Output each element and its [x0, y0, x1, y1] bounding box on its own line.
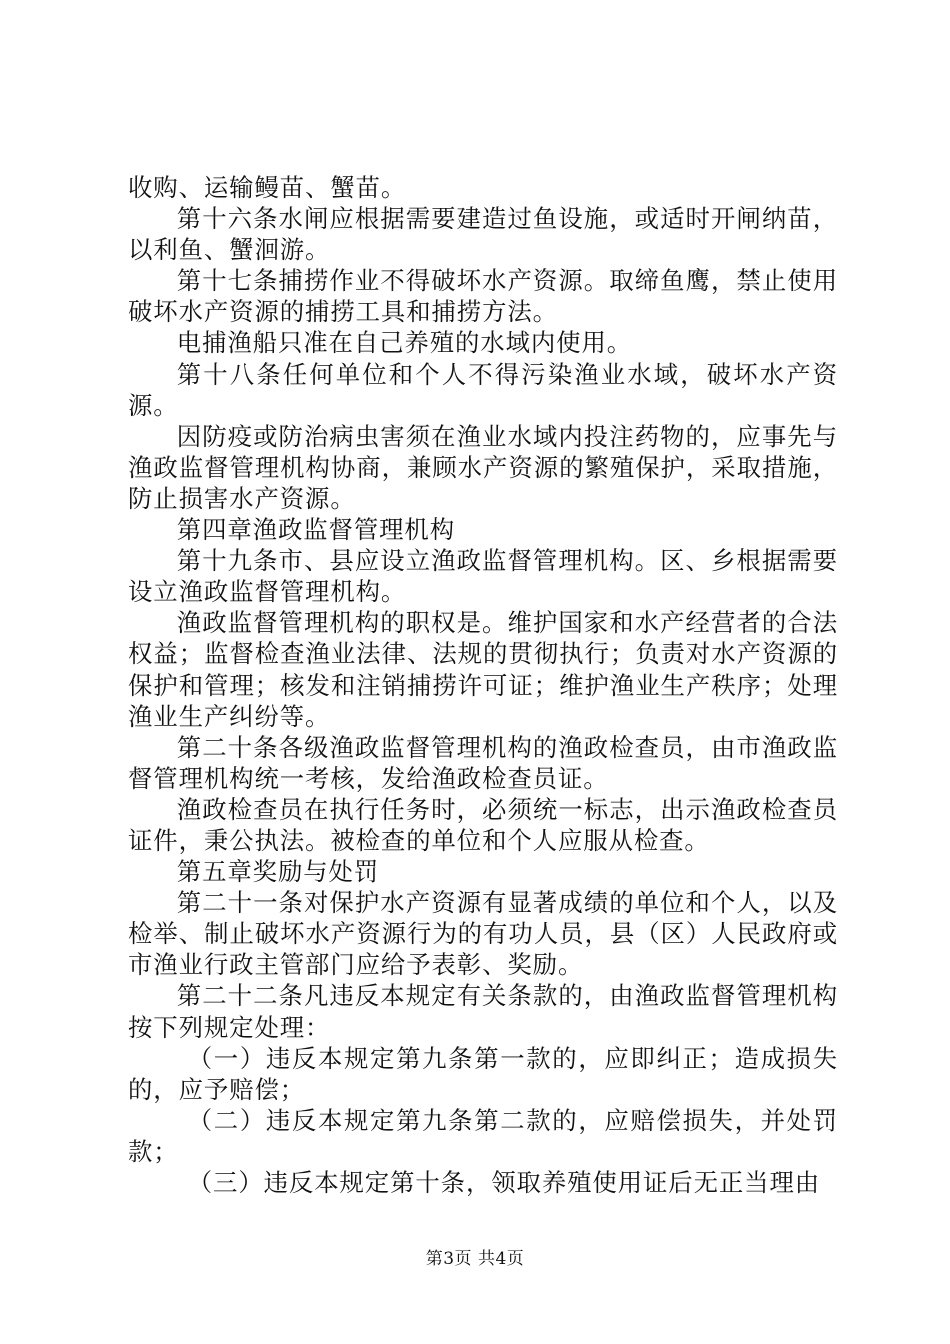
article-20: 第二十条各级渔政监督管理机构的渔政检查员，由市渔政监督管理机构统一考核，发给渔政检查员证。	[128, 732, 838, 793]
article-16: 第十六条水闸应根据需要建造过鱼设施，或适时开闸纳苗，以利鱼、蟹洄游。	[128, 204, 838, 265]
article-20-clause: 渔政检查员在执行任务时，必须统一标志，出示渔政检查员证件，秉公执法。被检查的单位和个人应服从检查。	[128, 794, 838, 855]
article-22: 第二十二条凡违反本规定有关条款的，由渔政监督管理机构按下列规定处理：	[128, 981, 838, 1042]
article-22-item-2: （二）违反本规定第九条第二款的，应赔偿损失，并处罚款；	[128, 1105, 838, 1166]
paragraph-continuation: 收购、运输鳗苗、蟹苗。	[128, 173, 407, 202]
article-17: 第十七条捕捞作业不得破坏水产资源。取缔鱼鹰，禁止使用破坏水产资源的捕捞工具和捕捞方法。	[128, 266, 838, 327]
article-19-clause: 渔政监督管理机构的职权是。维护国家和水产经营者的合法权益；监督检查渔业法律、法规的贯彻执行；负责对水产资源的保护和管理；核发和注销捕捞许可证；维护渔业生产秩序；处理渔业生产纠纷等。	[128, 608, 838, 731]
page-number-footer: 第3页 共4页	[425, 1249, 525, 1269]
article-22-item-1: （一）违反本规定第九条第一款的，应即纠正；造成损失的，应予赔偿；	[128, 1043, 838, 1104]
article-22-item-3: （三）违反本规定第十条，领取养殖使用证后无正当理由	[187, 1168, 821, 1197]
article-21: 第二十一条对保护水产资源有显著成绩的单位和个人，以及检举、制止破坏水产资源行为的有功人员，县（区）人民政府或市渔业行政主管部门应给予表彰、奖励。	[128, 888, 838, 980]
article-18: 第十八条任何单位和个人不得污染渔业水域，破坏水产资源。	[128, 359, 838, 420]
document-body	[128, 172, 838, 1198]
chapter-5-heading: 第五章奖励与处罚	[176, 857, 380, 887]
article-17-clause: 电捕渔船只准在自己养殖的水域内使用。	[176, 328, 633, 358]
article-19: 第十九条市、县应设立渔政监督管理机构。区、乡根据需要设立渔政监督管理机构。	[128, 546, 838, 607]
article-18-clause: 因防疫或防治病虫害须在渔业水域内投注药物的，应事先与渔政监督管理机构协商，兼顾水产资源的繁殖保护，采取措施，防止损害水产资源。	[128, 421, 838, 513]
chapter-4-heading: 第四章渔政监督管理机构	[176, 515, 455, 545]
